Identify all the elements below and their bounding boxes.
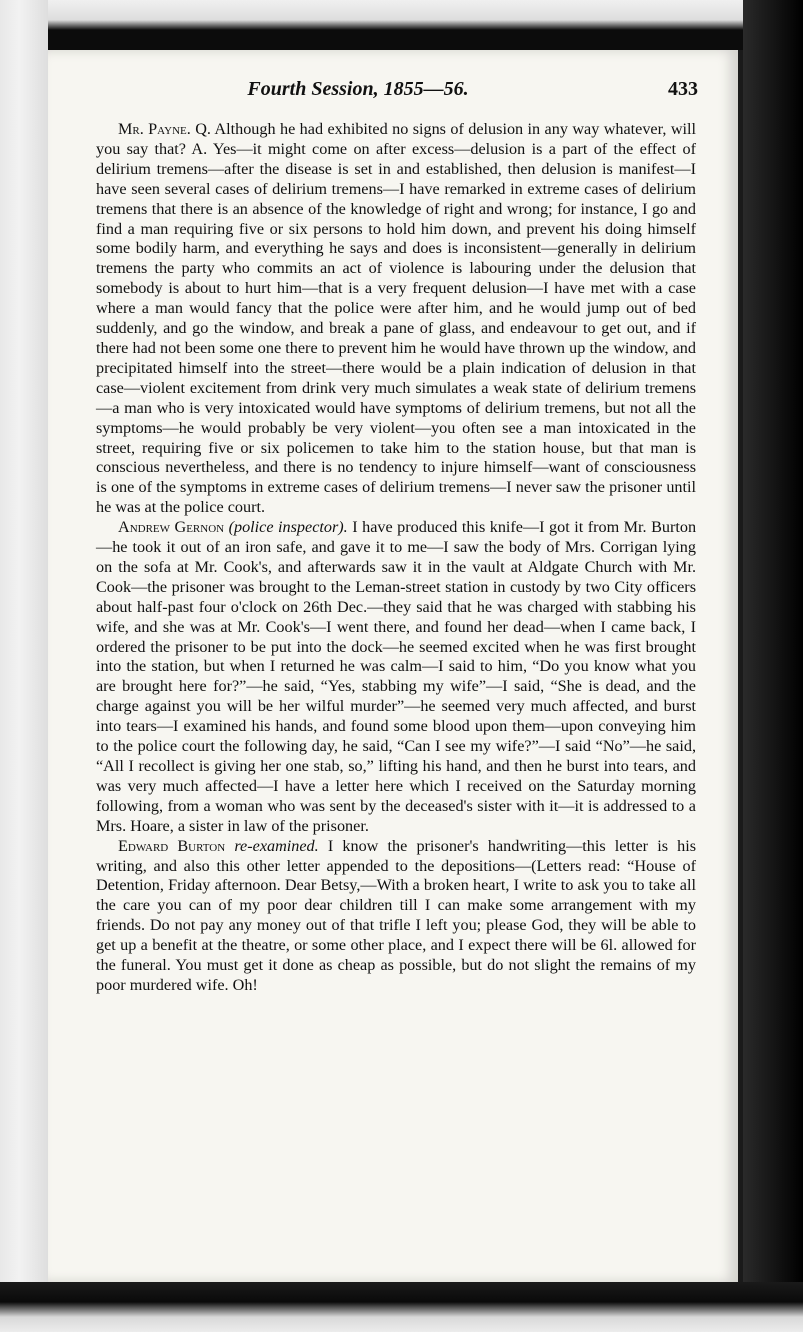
page-header [98, 78, 698, 108]
scan-top-border [0, 0, 803, 50]
scan-bottom-border [0, 1282, 803, 1332]
scan-right-border [743, 0, 803, 1332]
speaker-name: Mr. Payne. [118, 120, 191, 138]
speaker-role: re-examined. [234, 836, 319, 855]
scan-left-margin [0, 0, 48, 1332]
testimony-paragraph [96, 518, 696, 837]
testimony-text: I have produced this knife—I got it from Mr. Burton—he took it out of an iron safe, and gave it to me—I saw the body of Mrs. Corrigan lying on the sofa at Mr. Cook's, and afterwards saw it in the vault at Aldgate Church with Mr. Cook—the prisoner was brought to the Leman-street station in custody by two City officers about half-past four o'clock on 26th Dec.—they said that he was charged with stabbing his wife, and she was at Mr. Cook's—I went there, and found her dead—when I came back, I ordered the prisoner to be put into the dock—he seemed excited when he was first brought into the station, but when I returned he was calm—I said to him, “Do you know what you are brought here for?”—he said, “Yes, stabbing my wife”—I said, “She is dead, and the charge against you will be her wilful murder”—he seemed very much affected, and burst into tears—I examined his hands, and found some blood upon them—upon conveying him to the police court the following day, he said, “Can I see my wife?”—I said “No”—he said, “All I recollect is giving her one stab, so,” lifting his hand, and then he burst into tears, and was very much affected—I have a letter here which I received on the Saturday morning following, from a woman who was sent by the deceased's sister with it—it is addressed to a Mrs. Hoare, a sister in law of the prisoner. [96, 518, 697, 835]
testimony-text: Q. Although he had exhibited no signs of delusion in any way whatever, will you say that? A. Yes—it might come on after excess—delusion is a part of the effect of delirium tremens—after the disease is set in and established, then delusion is manifest—I have seen several cases of delirium tremens—I have remarked in extreme cases of delirium tremens that there is an absence of the knowledge of right and wrong; for instance, I go and find a man requiring five or six persons to hold him down, and prevent his doing himself some bodily harm, and everything he says and does is inconsistent—generally in delirium tremens the party who commits an act of violence is labouring under the delusion that somebody is about to hurt him—that is a very frequent delusion—I have met with a case where a man would fancy that the police were after him, and he would jump out of bed suddenly, and go the window, and break a pane of glass, and endeavour to get out, and if there had not been some one there to prevent him he would have thrown up the window, and precipitated himself into the street—there would be a plain indication of delusion in that case—violent excitement from drink very much simulates a weak state of delirium tremens—a man who is very intoxicated would have symptoms of delirium tremens, but not all the symptoms—he would probably be very violent—you often see a man intoxicated in the street, requiring five or six policemen to take him to the station house, but that man is conscious nevertheless, and there is no tendency to injure himself—want of consciousness is one of the symptoms in extreme cases of delirium tremens—I never saw the prisoner until he was at the police court. [96, 120, 696, 517]
testimony-paragraph [96, 120, 696, 518]
page-number: 433 [668, 78, 698, 100]
testimony-paragraph [96, 837, 696, 996]
testimony-text: I know the prisoner's handwriting—this letter is his writing, and also this other letter appended to the depositions—(Letters read: “House of Detention, Friday afternoon. Dear Betsy,—With a broken heart, I write to ask you to take all the care you can of my poor dear children till I can make some arrangement with my friends. Do not pay any money out of that trifle I left you; please God, they will be able to get up a benefit at the theatre, or some other place, and I expect there will be 6l. allowed for the funeral. You must get it done as cheap as possible, but do not slight the remains of my poor murdered wife. Oh! [96, 836, 697, 994]
book-page [48, 50, 738, 1282]
speaker-name: Andrew Gernon [118, 518, 225, 537]
speaker-name: Edward Burton [118, 836, 226, 855]
running-head: Fourth Session, 1855—56. [247, 78, 469, 100]
speaker-role: (police inspector). [228, 518, 348, 537]
body-text [96, 120, 696, 996]
